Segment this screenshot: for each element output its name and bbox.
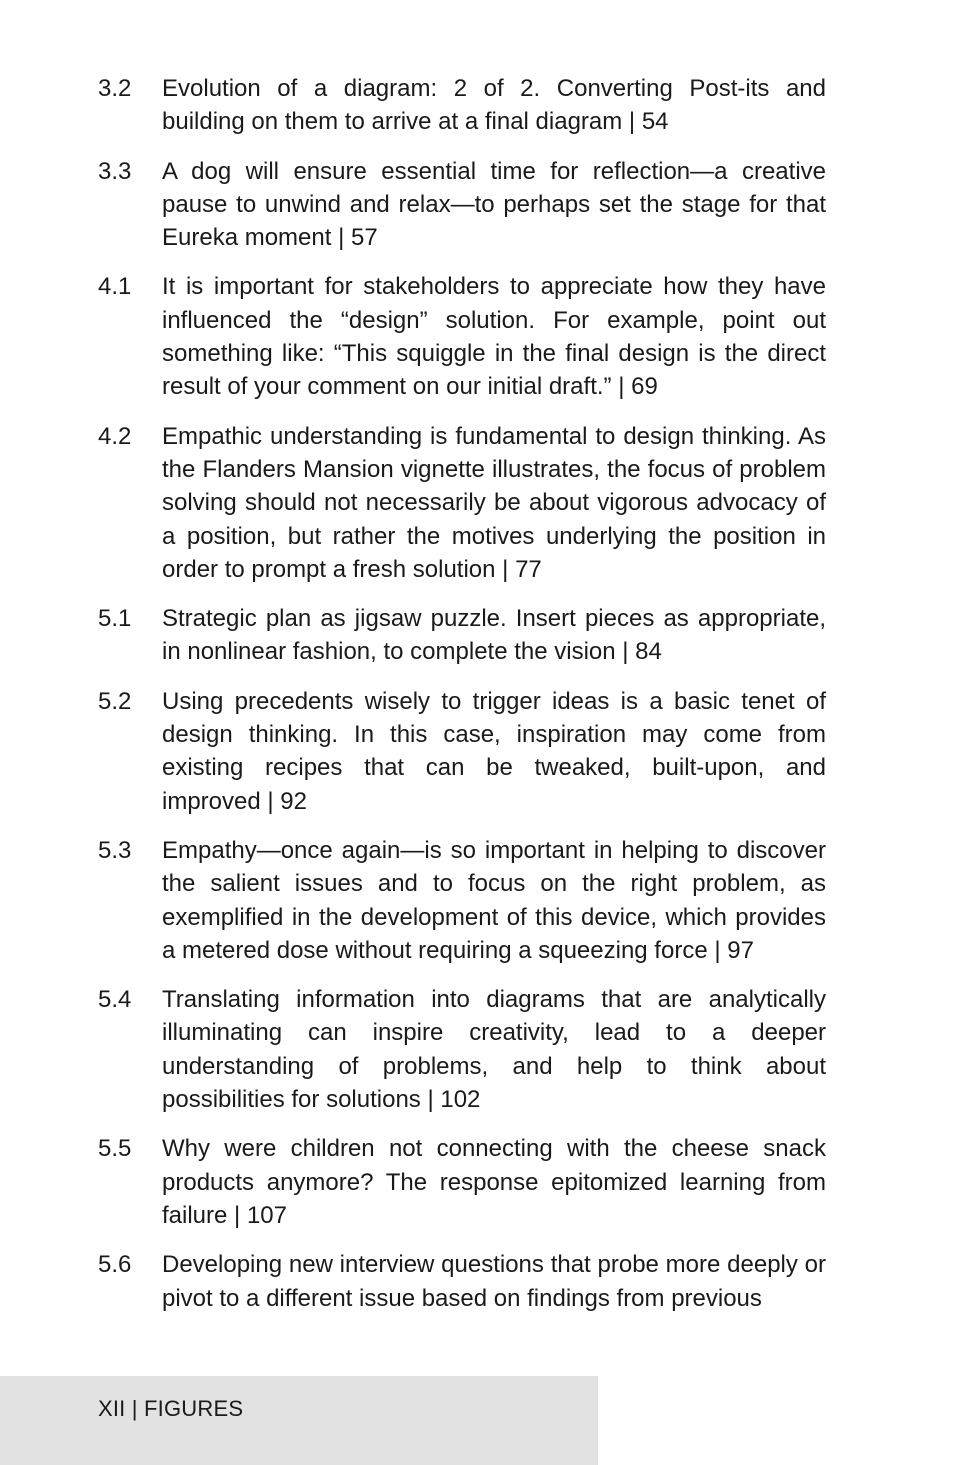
running-footer: XII | FIGURES — [98, 1396, 244, 1421]
figure-caption: It is important for stakeholders to appreciate how they have influenced the “design” solution. For example, point out something like: “This squiggle in the final design is the direct result of your comment on our initial draft.” | 69 — [162, 273, 826, 401]
figure-number: 5.5 — [98, 1135, 132, 1163]
figure-caption: Empathy—once again—is so important in helping to discover the salient issues and to focus on the right problem, as exemplified in the development of this device, which provides a metered dose without requiring a squeezing force | 97 — [162, 836, 826, 964]
figure-caption: Developing new interview questions that probe more deeply or pivot to a different issue based on findings from previous — [162, 1251, 826, 1312]
figure-number: 3.2 — [98, 75, 132, 102]
figure-caption: Why were children not connecting with the cheese snack products anymore? The response epitomized learning from failure | 107 — [162, 1135, 826, 1229]
figure-entry-4-2 — [98, 420, 826, 586]
figure-number: 3.3 — [98, 157, 132, 185]
figure-list — [98, 72, 826, 1331]
figure-number: 4.2 — [98, 422, 132, 450]
figure-caption: Evolution of a diagram: 2 of 2. Converting Post-its and building on them to arrive at a final diagram | 54 — [162, 75, 826, 136]
figure-number: 5.3 — [98, 836, 132, 864]
figure-entry-5-5 — [98, 1132, 826, 1232]
footer-band — [0, 1376, 598, 1465]
figure-entry-5-6 — [98, 1248, 826, 1315]
figure-entry-5-2 — [98, 685, 826, 818]
figure-entry-5-4 — [98, 983, 826, 1116]
figure-entry-5-3 — [98, 834, 826, 967]
figure-number: 5.6 — [98, 1251, 132, 1279]
figure-number: 5.1 — [98, 605, 132, 633]
figure-number: 5.4 — [98, 986, 132, 1014]
figure-entry-4-1 — [98, 270, 826, 403]
figure-entry-3-2 — [98, 72, 826, 139]
figure-caption: A dog will ensure essential time for reflection—a creative pause to unwind and relax—to perhaps set the stage for that Eureka moment | 57 — [162, 157, 826, 252]
figure-number: 5.2 — [98, 687, 132, 715]
figure-entry-3-3 — [98, 155, 826, 255]
figure-caption: Translating information into diagrams that are analytically illuminating can inspire creativity, lead to a deeper understanding of problems, and help to think about possibilities for solutions | 102 — [162, 986, 826, 1114]
figure-caption: Empathic understanding is fundamental to design thinking. As the Flanders Mansion vignette illustrates, the focus of problem solving should not necessarily be about vigorous advocacy of a position, but rather the motives underlying the position in order to prompt a fresh solution | 77 — [162, 422, 826, 583]
figure-caption: Using precedents wisely to trigger ideas is a basic tenet of design thinking. In this case, inspiration may come from existing recipes that can be tweaked, built-upon, and improved | 92 — [162, 687, 826, 815]
figure-entry-5-1 — [98, 602, 826, 669]
figure-number: 4.1 — [98, 273, 132, 301]
figure-caption: Strategic plan as jigsaw puzzle. Insert pieces as appropriate, in nonlinear fashion, to complete the vision | 84 — [162, 605, 826, 666]
